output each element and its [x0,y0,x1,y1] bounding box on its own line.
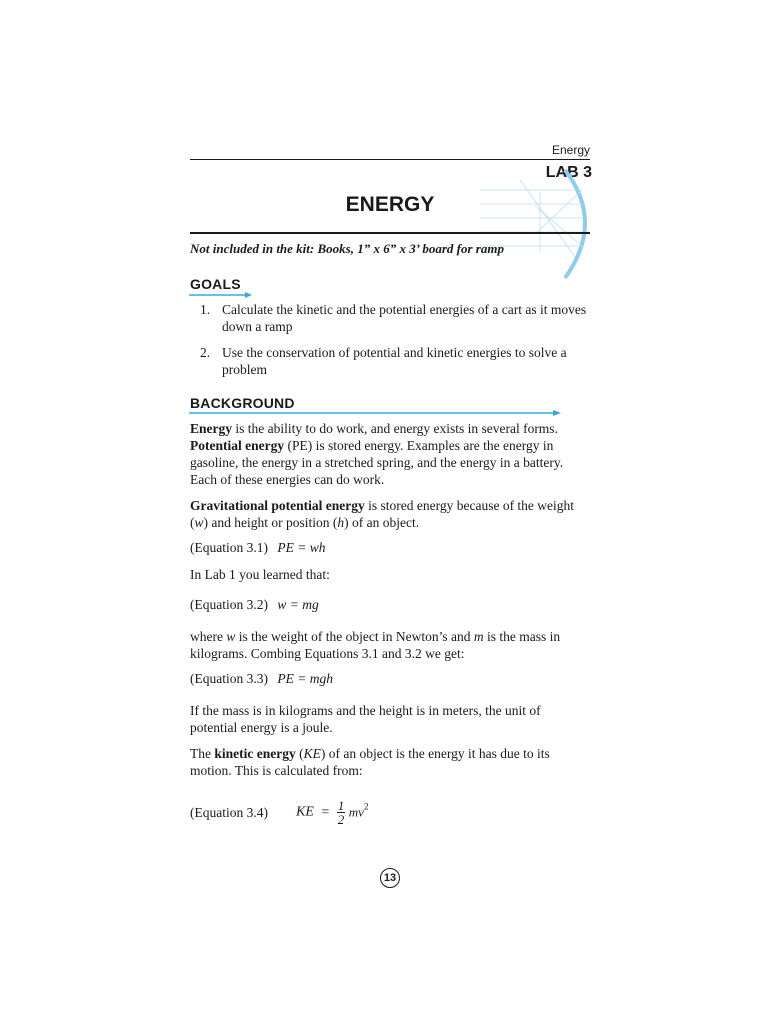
goal-number: 2. [200,345,211,360]
var-h: h [337,515,345,530]
var-ke: KE [303,746,321,761]
goal-text: Use the conservation of potential and kinetic energies to solve a problem [222,345,567,377]
var-m: m [473,629,484,644]
header-rule [190,159,590,160]
paragraph-lab1: In Lab 1 you learned that: [190,567,330,582]
title-rule [190,232,590,234]
page-number: 13 [380,868,400,888]
page-title: ENERGY [345,193,435,216]
text: ) of an object is the energy it has due to its motion. This is calculated from: [190,746,550,778]
equation-3-4-expression [296,799,368,826]
text: ( [295,746,304,761]
text: ) and height or position ( [203,515,338,530]
eq-denominator: 2 [337,812,345,827]
text: is stored energy because of the weight ( [190,498,575,530]
equation-3-3 [190,671,333,687]
equation-expression: w = mg [277,597,319,612]
eq-rhs: mv [348,804,364,820]
text: The [190,746,215,761]
equation-expression: PE = wh [277,540,326,555]
background-arrow [189,409,563,417]
equation-3-2 [190,597,319,613]
term-kinetic-energy: kinetic energy [214,746,296,761]
goals-arrow [189,291,253,299]
lab-number: LAB 3 [545,164,592,181]
text: is the ability to do work, and energy exists in several forms. [232,421,558,436]
paragraph-where [190,628,590,662]
lens-ray-graphic [480,162,600,282]
text: is the weight of the object in Newton’s and [235,629,474,644]
not-included-note: Not included in the kit: Books, 1” x 6” x 3’ board for ramp [190,241,504,256]
eq-equals: = [321,804,330,820]
eq-fraction [337,799,346,826]
text: ) of an object. [344,515,420,530]
term-energy: Energy [190,421,232,436]
paragraph-joule: If the mass is in kilograms and the height is in meters, the unit of potential energy is a joule. [190,703,541,735]
section-label: Energy [551,143,590,157]
eq-exponent: 2 [363,801,369,812]
term-potential-energy: Potential energy [190,438,285,453]
var-w: w [194,515,204,530]
eq-numerator: 1 [337,798,345,813]
goals-heading: GOALS [190,276,241,292]
paragraph-kinetic [190,745,590,779]
goal-number: 1. [200,302,211,317]
equation-label: (Equation 3.3) [190,671,268,686]
goal-text: Calculate the kinetic and the potential energies of a cart as it moves down a ramp [222,302,587,334]
equation-3-4-label: (Equation 3.4) [190,805,268,820]
paragraph-energy [190,420,590,488]
paragraph-gravitational [190,497,590,531]
eq-lhs: KE [296,804,314,820]
equation-expression: PE = mgh [277,671,333,686]
term-gravitational-potential-energy: Gravitational potential energy [190,498,365,513]
equation-label: (Equation 3.2) [190,597,268,612]
equation-label: (Equation 3.1) [190,540,268,555]
equation-3-1 [190,540,325,556]
background-heading: BACKGROUND [190,395,295,411]
var-w: w [226,629,236,644]
text: is the mass in kilograms. Combing Equations 3.1 and 3.2 we get: [190,629,561,661]
text: (PE) is stored energy. Examples are the energy in gasoline, the energy in a stretched spring, and the energy in a battery. Each of these energies can do work. [190,438,564,487]
text: where [190,629,227,644]
